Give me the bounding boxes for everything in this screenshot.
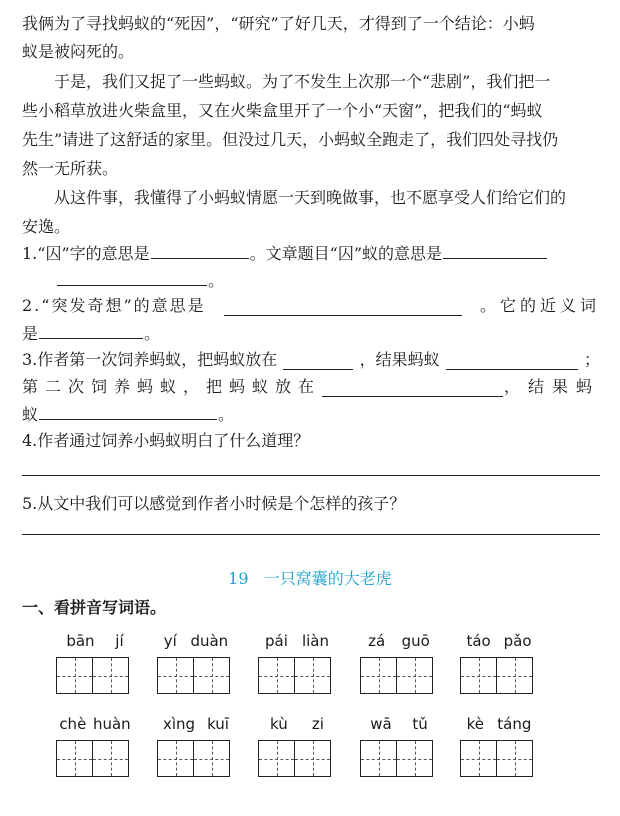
lesson-name: 一只窝囊的大老虎 bbox=[263, 569, 392, 588]
pinyin-syllable: kè bbox=[466, 715, 485, 733]
question-3-text: 第二次饲养蚂蚁，把蚂蚁放在 bbox=[22, 377, 322, 396]
pinyin-syllable: liàn bbox=[301, 632, 329, 650]
writing-grid[interactable] bbox=[56, 740, 129, 777]
tianzige-box[interactable] bbox=[460, 740, 497, 777]
passage-line: 先生”请进了这舒适的家里。但没过几天，小蚂蚁全跑走了，我们四处寻找仍 bbox=[22, 130, 559, 149]
tianzige-box[interactable] bbox=[295, 657, 331, 694]
question-3-continued bbox=[22, 404, 600, 425]
answer-blank[interactable] bbox=[443, 243, 547, 259]
writing-grid[interactable] bbox=[460, 740, 533, 777]
pinyin-syllable: chè bbox=[59, 715, 87, 733]
pinyin-word bbox=[157, 631, 235, 651]
pinyin-word bbox=[56, 714, 134, 734]
passage-line: 安逸。 bbox=[22, 217, 71, 236]
question-2-text: 2.“突发奇想”的意思是 bbox=[22, 296, 206, 315]
pinyin-word bbox=[258, 631, 336, 651]
question-5: 5.从文中我们可以感觉到作者小时候是个怎样的孩子？ bbox=[22, 494, 406, 513]
lesson-title bbox=[0, 569, 620, 589]
question-3 bbox=[22, 350, 600, 370]
passage-line: 蚁是被闷死的。 bbox=[22, 42, 135, 61]
question-1 bbox=[22, 243, 600, 264]
question-2 bbox=[22, 296, 600, 316]
tianzige-box[interactable] bbox=[295, 740, 331, 777]
tianzige-box[interactable] bbox=[460, 657, 497, 694]
passage-line: 然一无所获。 bbox=[22, 159, 119, 178]
writing-grid[interactable] bbox=[56, 657, 129, 694]
passage-line: 我俩为了寻找蚂蚁的“死因”，“研究”了好几天，才得到了一个结论：小蚂 bbox=[22, 14, 535, 33]
question-3-text: 蚁 bbox=[22, 405, 39, 424]
tianzige-box[interactable] bbox=[157, 740, 194, 777]
answer-line[interactable] bbox=[22, 534, 600, 535]
tianzige-box[interactable] bbox=[93, 740, 129, 777]
passage-line: 于是，我们又捉了一些蚂蚁。为了不发生上次那一个“悲剧”，我们把一 bbox=[54, 72, 551, 91]
pinyin-syllable: guō bbox=[401, 632, 430, 650]
tianzige-box[interactable] bbox=[56, 657, 93, 694]
question-3-continued bbox=[22, 377, 600, 397]
pinyin-word bbox=[56, 631, 134, 651]
question-3-text: ，结果蚂 bbox=[503, 377, 600, 396]
pinyin-word bbox=[258, 714, 336, 734]
pinyin-word bbox=[360, 714, 438, 734]
pinyin-syllable: pǎo bbox=[503, 632, 532, 650]
pinyin-syllable: táng bbox=[497, 715, 532, 733]
writing-grid[interactable] bbox=[258, 740, 331, 777]
question-3-text: ，结果蚂蚁 bbox=[359, 350, 440, 369]
answer-blank[interactable] bbox=[151, 243, 249, 259]
pinyin-syllable: zi bbox=[311, 715, 324, 733]
writing-grid[interactable] bbox=[258, 657, 331, 694]
answer-line[interactable] bbox=[22, 475, 600, 476]
answer-blank[interactable] bbox=[283, 354, 353, 370]
pinyin-syllable: pái bbox=[265, 632, 288, 650]
tianzige-box[interactable] bbox=[93, 657, 129, 694]
tianzige-box[interactable] bbox=[360, 740, 397, 777]
passage-line: 从这件事，我懂得了小蚂蚁情愿一天到晚做事，也不愿享受人们给它们的 bbox=[54, 188, 567, 207]
answer-blank[interactable] bbox=[57, 270, 207, 286]
answer-blank[interactable] bbox=[39, 323, 143, 339]
pinyin-syllable: kuī bbox=[207, 715, 229, 733]
writing-grid[interactable] bbox=[157, 657, 230, 694]
question-2-text: 。它的近义词 bbox=[479, 296, 600, 315]
section-heading: 一、看拼音写词语。 bbox=[22, 598, 167, 617]
tianzige-box[interactable] bbox=[56, 740, 93, 777]
question-3-text: 3.作者第一次饲养蚂蚁，把蚂蚁放在 bbox=[22, 350, 278, 369]
pinyin-syllable: wā bbox=[370, 715, 392, 733]
pinyin-syllable: yí bbox=[163, 632, 177, 650]
pinyin-syllable: tǔ bbox=[412, 715, 428, 733]
question-2-continued bbox=[22, 323, 600, 344]
answer-blank[interactable] bbox=[322, 381, 503, 397]
tianzige-box[interactable] bbox=[497, 740, 533, 777]
tianzige-box[interactable] bbox=[397, 657, 433, 694]
pinyin-syllable: zá bbox=[368, 632, 386, 650]
punctuation: 。 bbox=[208, 271, 225, 290]
writing-grid[interactable] bbox=[360, 740, 433, 777]
pinyin-word bbox=[157, 714, 235, 734]
punctuation: ； bbox=[583, 350, 600, 369]
pinyin-word bbox=[460, 631, 538, 651]
pinyin-syllable: huàn bbox=[92, 715, 131, 733]
tianzige-box[interactable] bbox=[194, 657, 230, 694]
question-4: 4.作者通过饲养小蚂蚁明白了什么道理？ bbox=[22, 431, 310, 450]
question-2-text: 是 bbox=[22, 324, 39, 343]
pinyin-syllable: kù bbox=[270, 715, 288, 733]
writing-grid[interactable] bbox=[157, 740, 230, 777]
passage-line: 些小稻草放进火柴盒里，又在火柴盒里开了一个小“天窗”，把我们的“蚂蚁 bbox=[22, 101, 543, 120]
question-1-text: 1.“囚”字的意思是 bbox=[22, 244, 150, 263]
pinyin-syllable: táo bbox=[466, 632, 491, 650]
tianzige-box[interactable] bbox=[360, 657, 397, 694]
pinyin-syllable: duàn bbox=[190, 632, 229, 650]
answer-blank[interactable] bbox=[446, 354, 578, 370]
writing-grid[interactable] bbox=[460, 657, 533, 694]
question-1-text: 。文章题目“囚”蚁的意思是 bbox=[249, 244, 443, 263]
pinyin-syllable: jí bbox=[115, 632, 124, 650]
tianzige-box[interactable] bbox=[258, 657, 295, 694]
tianzige-box[interactable] bbox=[157, 657, 194, 694]
tianzige-box[interactable] bbox=[497, 657, 533, 694]
pinyin-syllable: xìng bbox=[163, 715, 196, 733]
tianzige-box[interactable] bbox=[258, 740, 295, 777]
question-1-continued bbox=[56, 270, 256, 291]
pinyin-word bbox=[460, 714, 538, 734]
tianzige-box[interactable] bbox=[194, 740, 230, 777]
pinyin-word bbox=[360, 631, 438, 651]
lesson-number: 19 bbox=[228, 569, 249, 588]
writing-grid[interactable] bbox=[360, 657, 433, 694]
punctuation: 。 bbox=[218, 405, 235, 424]
answer-blank[interactable] bbox=[224, 300, 462, 316]
punctuation: 。 bbox=[144, 324, 161, 343]
pinyin-syllable: bān bbox=[66, 632, 95, 650]
answer-blank[interactable] bbox=[39, 404, 217, 420]
tianzige-box[interactable] bbox=[397, 740, 433, 777]
